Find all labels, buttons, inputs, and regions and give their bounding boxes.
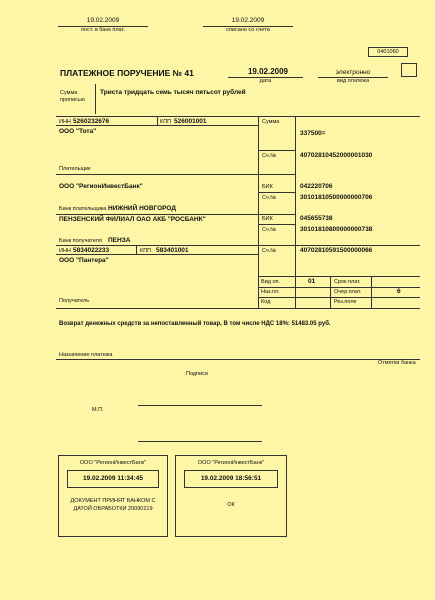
amount-words-divider — [95, 84, 96, 114]
payment-type: электронно — [335, 69, 371, 76]
bank-stamp-2 — [175, 455, 287, 537]
amount-words-value: Триста тридцать семь тысяч пятьсот рублей — [100, 89, 246, 96]
grid-line — [136, 245, 137, 254]
payee-account-label: Сч.№ — [262, 248, 277, 254]
payer-bank-city: НИЖНИЙ НОВГОРОД — [108, 205, 177, 212]
payer-bank-bik: 042220706 — [300, 183, 333, 190]
payer-name: ООО "Тота" — [59, 128, 97, 135]
received-date: 19.02.2009 — [86, 17, 120, 24]
payee-name: ООО "Пантера" — [59, 257, 109, 264]
payer-bank-name: ООО "РегионИнвестБанк" — [59, 183, 143, 190]
grid-line — [56, 214, 295, 215]
grid-line — [56, 308, 420, 309]
payment-purpose: Возврат денежных средств за непоставленный товар, В том числе НДС 18%: 51483.05 руб. — [59, 321, 331, 327]
grid-line — [56, 245, 420, 246]
payee-inn: 5834022233 — [73, 247, 110, 254]
purpose-divider — [56, 359, 420, 360]
payee-bank-bik-label: БИК — [262, 216, 273, 222]
naz-pl-label: Наз.пл. — [261, 289, 280, 295]
grid-line — [56, 174, 295, 175]
signatures-label: Подписи — [186, 371, 208, 377]
grid-line — [258, 297, 420, 298]
payee-bank-name: ПЕНЗЕНСКИЙ ФИЛИАЛ ОАО АКБ "РОСБАНК" — [59, 216, 206, 223]
grid-line — [258, 150, 295, 151]
grid-line — [56, 125, 258, 126]
sum-value: 337500= — [300, 130, 326, 137]
grid-line — [330, 276, 331, 308]
payment-type-label: вид платежа — [336, 78, 370, 84]
grid-line — [258, 276, 420, 277]
payment-purpose-label: Назначение платежа — [59, 352, 113, 358]
vid-op-value: 01 — [308, 278, 316, 285]
sum-label: Сумма — [262, 119, 280, 125]
grid-line — [295, 116, 296, 308]
stamp-1-bank: ООО "РегионИнвестБанк" — [79, 460, 147, 466]
stamp-1-note-1: ДОКУМЕНТ ПРИНЯТ БАНКОМ С — [70, 498, 156, 504]
stamp-2-bank: ООО "РегионИнвестБанк" — [197, 460, 265, 466]
payee-bank-corr: 30101810800000000738 — [300, 226, 373, 233]
amount-words-label-2: прописью — [60, 97, 85, 103]
grid-line — [258, 287, 420, 288]
signature-line-1 — [138, 405, 262, 406]
payee-bank-section-label: Банк получателя — [59, 238, 102, 244]
vid-op-label: Вид оп. — [261, 279, 281, 285]
payee-section-label: Получатель — [59, 298, 90, 304]
stamp-place-label: М.П. — [92, 407, 104, 413]
payer-bank-corr: 30101810500000000706 — [300, 194, 373, 201]
rez-label: Рез.поле — [334, 299, 357, 305]
payee-inn-label: ИНН — [59, 248, 71, 254]
received-date-label: пост. в банк плат. — [81, 27, 125, 33]
form-code: 0401060 — [368, 47, 408, 57]
payer-bank-section-label: Банк плательщика — [59, 206, 107, 212]
order-date-label: дата — [259, 78, 272, 84]
payee-bank-bik: 045655738 — [300, 215, 333, 222]
stamp-2-datetime: 19.02.2009 18:56:51 — [184, 470, 278, 488]
payer-account-label: Сч.№ — [262, 153, 277, 159]
payee-account: 40702810591500000066 — [300, 247, 373, 254]
bank-marks-label: Отметки банка — [378, 360, 416, 366]
bank-stamp-1 — [58, 455, 168, 537]
grid-line — [258, 224, 295, 225]
payer-kpp: 526001001 — [174, 118, 207, 125]
amount-words-label-1: Сумма — [60, 90, 78, 96]
payer-inn-label: ИНН — [59, 119, 71, 125]
kod-label: Код — [261, 299, 271, 305]
grid-line — [157, 116, 158, 125]
stamp-1-datetime: 19.02.2009 11:34:45 — [67, 470, 159, 488]
debited-date-label: списано со счета — [226, 27, 270, 33]
empty-square — [401, 63, 417, 77]
ocher-label: Очер.плат. — [334, 289, 362, 295]
debited-date: 19.02.2009 — [231, 17, 265, 24]
payee-kpp: 583401001 — [156, 247, 189, 254]
stamp-2-note-1: ОК — [227, 502, 235, 508]
payer-account: 40702810452000001030 — [300, 152, 373, 159]
payee-kpp-label: КПП — [140, 248, 152, 254]
payee-bank-city: ПЕНЗА — [108, 237, 131, 244]
grid-line — [56, 116, 420, 117]
stamp-1-note-2: ДАТОЙ ОБРАБОТКИ 20090219 — [73, 506, 153, 512]
payer-kpp-label: КПП — [160, 119, 172, 125]
grid-line — [371, 276, 372, 308]
document-title: ПЛАТЕЖНОЕ ПОРУЧЕНИЕ № 41 — [60, 68, 194, 78]
ocher-value: 6 — [397, 288, 401, 295]
payer-bank-bik-label: БИК — [262, 184, 273, 190]
payer-inn: 5260232676 — [73, 118, 110, 125]
srok-label: Срок плат. — [334, 279, 361, 285]
grid-line — [258, 116, 259, 308]
grid-line — [258, 192, 295, 193]
payee-bank-corr-label: Сч.№ — [262, 227, 277, 233]
order-date: 19.02.2009 — [247, 67, 289, 76]
payer-section-label: Плательщик — [59, 166, 91, 172]
grid-line — [56, 254, 258, 255]
payer-bank-corr-label: Сч.№ — [262, 195, 277, 201]
signature-line-2 — [138, 441, 262, 442]
